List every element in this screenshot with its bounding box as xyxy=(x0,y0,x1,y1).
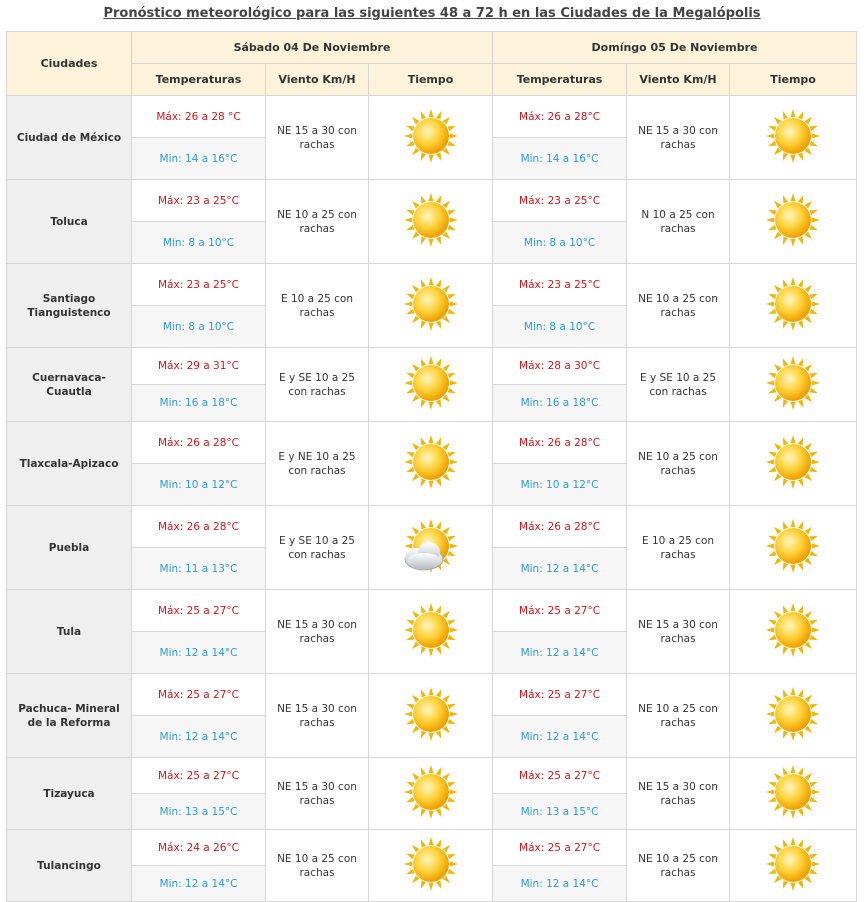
min-temp: Min: 12 a 14°C xyxy=(132,866,266,902)
wind-forecast: NE 10 a 25 con rachas xyxy=(627,422,730,506)
wind-forecast: E y NE 10 a 25 con rachas xyxy=(266,422,369,506)
sun-icon xyxy=(730,506,857,590)
min-temp: Min: 11 a 13°C xyxy=(132,548,266,590)
sun-icon xyxy=(730,264,857,348)
sun-icon xyxy=(730,830,857,902)
sun-icon xyxy=(730,348,857,422)
min-temp: Min: 13 a 15°C xyxy=(132,794,266,830)
forecast-table xyxy=(6,31,857,902)
city-name: Pachuca- Mineral de la Reforma xyxy=(7,674,132,758)
max-temp: Máx: 25 a 27°C xyxy=(493,674,627,716)
min-temp: Min: 12 a 14°C xyxy=(132,716,266,758)
sun-icon xyxy=(369,758,493,830)
wind-forecast: E y SE 10 a 25 con rachas xyxy=(627,348,730,422)
min-temp: Min: 12 a 14°C xyxy=(493,866,627,902)
wind-forecast: NE 10 a 25 con rachas xyxy=(627,830,730,902)
table-row xyxy=(7,506,857,548)
max-temp: Máx: 25 a 27°C xyxy=(132,758,266,794)
max-temp: Máx: 26 a 28°C xyxy=(493,96,627,138)
max-temp: Máx: 23 a 25°C xyxy=(132,264,266,306)
min-temp: Min: 12 a 14°C xyxy=(493,548,627,590)
wind-forecast: E 10 a 25 con rachas xyxy=(266,264,369,348)
max-temp: Máx: 29 a 31°C xyxy=(132,348,266,385)
table-row xyxy=(7,348,857,385)
sun-icon xyxy=(369,590,493,674)
min-temp: Min: 16 a 18°C xyxy=(493,385,627,422)
max-temp: Máx: 28 a 30°C xyxy=(493,348,627,385)
temp-column-header: Temperaturas xyxy=(493,64,627,96)
city-name: Santiago Tianguistenco xyxy=(7,264,132,348)
min-temp: Min: 10 a 12°C xyxy=(132,464,266,506)
sun-icon xyxy=(369,830,493,902)
wind-forecast: NE 15 a 30 con rachas xyxy=(627,590,730,674)
wind-column-header: Viento Km/H xyxy=(266,64,369,96)
city-column-header: Ciudades xyxy=(7,32,132,96)
wind-forecast: NE 15 a 30 con rachas xyxy=(627,96,730,180)
min-temp: Min: 12 a 14°C xyxy=(132,632,266,674)
wind-forecast: NE 10 a 25 con rachas xyxy=(627,264,730,348)
min-temp: Min: 12 a 14°C xyxy=(493,632,627,674)
table-row xyxy=(7,180,857,222)
wind-forecast: E y SE 10 a 25 con rachas xyxy=(266,348,369,422)
max-temp: Máx: 25 a 27°C xyxy=(132,674,266,716)
max-temp: Máx: 23 a 25°C xyxy=(493,264,627,306)
min-temp: Min: 10 a 12°C xyxy=(493,464,627,506)
wind-forecast: E 10 a 25 con rachas xyxy=(627,506,730,590)
wind-forecast: NE 15 a 30 con rachas xyxy=(266,758,369,830)
max-temp: Máx: 26 a 28°C xyxy=(132,506,266,548)
wind-forecast: NE 15 a 30 con rachas xyxy=(627,758,730,830)
min-temp: Min: 8 a 10°C xyxy=(132,222,266,264)
min-temp: Min: 8 a 10°C xyxy=(493,222,627,264)
min-temp: Min: 8 a 10°C xyxy=(132,306,266,348)
sun-icon xyxy=(369,422,493,506)
min-temp: Min: 12 a 14°C xyxy=(493,716,627,758)
city-name: Tulancingo xyxy=(7,830,132,902)
sky-column-header: Tiempo xyxy=(369,64,493,96)
city-name: Tlaxcala-Apizaco xyxy=(7,422,132,506)
sun-icon xyxy=(369,674,493,758)
day-header-sunday: Domíngo 05 De Noviembre xyxy=(493,32,857,64)
table-row xyxy=(7,422,857,464)
wind-column-header: Viento Km/H xyxy=(627,64,730,96)
max-temp: Máx: 26 a 28°C xyxy=(493,422,627,464)
max-temp: Máx: 24 a 26°C xyxy=(132,830,266,866)
max-temp: Máx: 23 a 25°C xyxy=(493,180,627,222)
sun-icon xyxy=(730,96,857,180)
city-name: Tula xyxy=(7,590,132,674)
table-row xyxy=(7,590,857,632)
sun-icon xyxy=(369,180,493,264)
max-temp: Máx: 25 a 27°C xyxy=(493,830,627,866)
sun-icon xyxy=(730,590,857,674)
wind-forecast: NE 10 a 25 con rachas xyxy=(266,830,369,902)
max-temp: Máx: 26 a 28 °C xyxy=(132,96,266,138)
min-temp: Min: 13 a 15°C xyxy=(493,794,627,830)
table-row xyxy=(7,674,857,716)
sun-icon xyxy=(730,180,857,264)
page-title: Pronóstico meteorológico para las siguientes 48 a 72 h en las Ciudades de la Megalópolis xyxy=(103,6,761,21)
wind-forecast: NE 10 a 25 con rachas xyxy=(266,180,369,264)
city-name: Puebla xyxy=(7,506,132,590)
wind-forecast: E y SE 10 a 25 con rachas xyxy=(266,506,369,590)
table-row xyxy=(7,264,857,306)
min-temp: Min: 14 a 16°C xyxy=(132,138,266,180)
city-name: Tizayuca xyxy=(7,758,132,830)
sun-icon xyxy=(730,674,857,758)
sun-icon xyxy=(730,422,857,506)
sun-icon xyxy=(369,264,493,348)
city-name: Toluca xyxy=(7,180,132,264)
min-temp: Min: 8 a 10°C xyxy=(493,306,627,348)
wind-forecast: N 10 a 25 con rachas xyxy=(627,180,730,264)
max-temp: Máx: 26 a 28°C xyxy=(493,506,627,548)
sun-icon xyxy=(369,96,493,180)
min-temp: Min: 16 a 18°C xyxy=(132,385,266,422)
min-temp: Min: 14 a 16°C xyxy=(493,138,627,180)
table-row xyxy=(7,758,857,794)
wind-forecast: NE 15 a 30 con rachas xyxy=(266,674,369,758)
city-name: Ciudad de México xyxy=(7,96,132,180)
max-temp: Máx: 25 a 27°C xyxy=(132,590,266,632)
day-header-saturday: Sábado 04 De Noviembre xyxy=(132,32,493,64)
sky-column-header: Tiempo xyxy=(730,64,857,96)
wind-forecast: NE 10 a 25 con rachas xyxy=(627,674,730,758)
table-row xyxy=(7,830,857,866)
max-temp: Máx: 26 a 28°C xyxy=(132,422,266,464)
max-temp: Máx: 23 a 25°C xyxy=(132,180,266,222)
temp-column-header: Temperaturas xyxy=(132,64,266,96)
sun-icon xyxy=(730,758,857,830)
max-temp: Máx: 25 a 27°C xyxy=(493,758,627,794)
wind-forecast: NE 15 a 30 con rachas xyxy=(266,96,369,180)
table-row xyxy=(7,96,857,138)
city-name: Cuernavaca-Cuautla xyxy=(7,348,132,422)
partly-cloudy-icon xyxy=(369,506,493,590)
wind-forecast: NE 15 a 30 con rachas xyxy=(266,590,369,674)
max-temp: Máx: 25 a 27°C xyxy=(493,590,627,632)
sun-icon xyxy=(369,348,493,422)
